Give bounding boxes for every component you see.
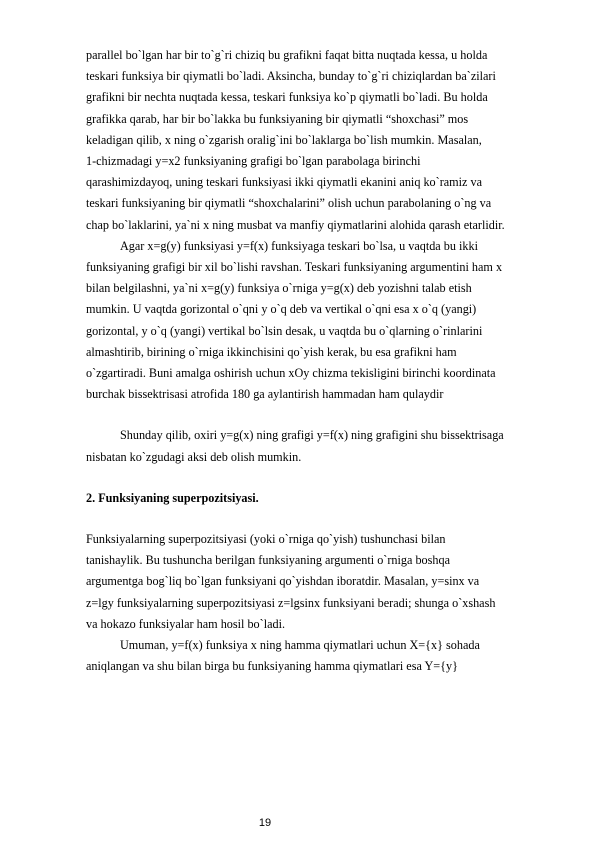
text-line: nisbatan ko`zgudagi aksi deb olish mumkin. bbox=[86, 449, 302, 464]
paragraph-superposition-definition bbox=[86, 529, 568, 635]
text-line: z=lgy funksiyalarning superpozitsiyasi z=lgsinx funksiyani beradi; shunga o`xshash bbox=[86, 595, 496, 610]
text-line: tanishaylik. Bu tushuncha berilgan funksiyaning argumenti o`rniga boshqa bbox=[86, 553, 450, 568]
paragraph-inverse-graph-rotation bbox=[86, 236, 568, 406]
text-line: chap bo`laklarini, ya`ni x ning musbat va manfiy qiymatlarini alohida qarash etarlidir. bbox=[86, 217, 505, 232]
text-line: teskari funksiya bir qiymatli bo`ladi. Aksincha, bunday to`g`ri chiziqlardan ba`zilari bbox=[86, 69, 496, 84]
section-heading: 2. Funksiyaning superpozitsiyasi. bbox=[86, 490, 259, 505]
text-line: gorizontal, y o`q (yangi) vertikal bo`lsin desak, u vaqtda bu o`qlarning o`rinlarini bbox=[86, 323, 483, 338]
page-number: 19 bbox=[258, 817, 272, 829]
text-line: aniqlangan va shu bilan birga bu funksiyaning hamma qiymatlari esa Y={y} bbox=[86, 659, 458, 674]
text-line: grafikni bir nechta nuqtada kessa, teskari funksiya ko`p qiymatli bo`ladi. Bu holda bbox=[86, 90, 488, 105]
document-page bbox=[86, 45, 568, 677]
text-line: burchak bissektrisasi atrofida 180 ga aylantirish hammadan ham qulaydir bbox=[86, 387, 444, 402]
paragraph-spacer bbox=[86, 468, 568, 488]
text-line: o`zgartiradi. Buni amalga oshirish uchun xOy chizma tekisligini birinchi koordinata bbox=[86, 366, 496, 381]
text-line: teskari funksiyaning bir qiymatli “shoxchalarini” olish uchun parabolaning o`ng va bbox=[86, 196, 492, 211]
text-line: va hokazo funksiyalar ham hosil bo`ladi. bbox=[86, 616, 286, 631]
text-line: qarashimizdayoq, uning teskari funksiyasi ikki qiymatli ekanini aniq ko`ramiz va bbox=[86, 175, 482, 190]
text-line: funksiyaning grafigi bir xil bo`lishi ravshan. Teskari funksiyaning argumentini ham x bbox=[86, 260, 503, 275]
text-line: 1-chizmadagi y=x2 funksiyaning grafigi bo`lgan parabolaga birinchi bbox=[86, 154, 421, 169]
text-line: bilan belgilashni, ya`ni x=g(y) funksiya o`rniga y=g(x) deb yozishni talab etish bbox=[86, 281, 472, 296]
paragraph-spacer bbox=[86, 405, 568, 425]
text-line: mumkin. U vaqtda gorizontal o`qni y o`q deb va vertikal o`qni esa x o`q (yangi) bbox=[86, 302, 477, 317]
text-line: almashtirib, birining o`rniga ikkinchisini qo`yish kerak, bu esa grafikni ham bbox=[86, 344, 457, 359]
paragraph-spacer bbox=[86, 509, 568, 529]
paragraph-mirror-image bbox=[86, 425, 568, 467]
paragraph-general-case bbox=[86, 635, 568, 677]
text-line: argumentga bog`liq bo`lgan funksiyani qo`yishdan iboratdir. Masalan, y=sinx va bbox=[86, 574, 480, 589]
text-line: grafikka qarab, har bir bo`lakka bu funksiyaning bir qiymatli “shoxchasi” mos bbox=[86, 111, 469, 126]
paragraph-inverse-function-branches bbox=[86, 45, 568, 236]
text-line: Shunday qilib, oxiri y=g(x) ning grafigi y=f(x) ning grafigini shu bissektrisaga bbox=[120, 428, 504, 443]
text-line: Umuman, y=f(x) funksiya x ning hamma qiymatlari uchun X={x} sohada bbox=[120, 638, 480, 653]
text-line: Funksiyalarning superpozitsiyasi (yoki o`rniga qo`yish) tushunchasi bilan bbox=[86, 532, 446, 547]
text-line: Agar x=g(y) funksiyasi y=f(x) funksiyaga teskari bo`lsa, u vaqtda bu ikki bbox=[120, 238, 478, 253]
text-line: parallel bo`lgan har bir to`g`ri chiziq bu grafikni faqat bitta nuqtada kessa, u holda bbox=[86, 48, 488, 62]
text-line: keladigan qilib, x ning o`zgarish oralig`ini bo`laklarga bo`lish mumkin. Masalan, bbox=[86, 132, 482, 147]
